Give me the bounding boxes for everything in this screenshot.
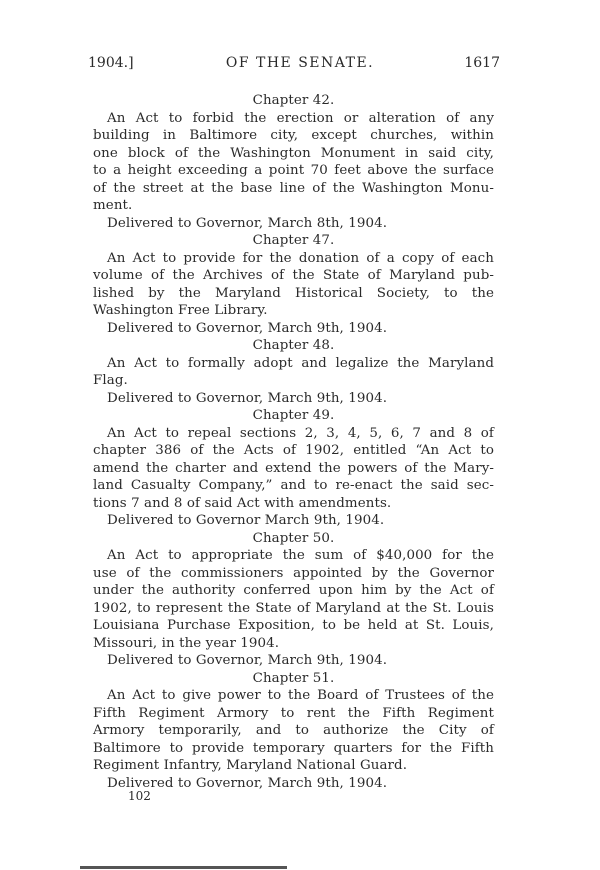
delivery-note: Delivered to Governor March 9th, 1904. bbox=[107, 513, 385, 528]
act-text-line: An Act to formally adopt and legalize the Maryland bbox=[107, 355, 494, 371]
act-text-line: An Act to repeal sections 2, 3, 4, 5, 6, 7 and 8 of bbox=[107, 425, 494, 441]
act-text-line: An Act to give power to the Board of Trustees of the bbox=[107, 688, 494, 703]
act-text-line: building in Baltimore city, except churches, within bbox=[93, 128, 494, 143]
chapter-heading: Chapter 47. bbox=[252, 233, 335, 248]
act-text-line: of the street at the base line of the Washington Monu- bbox=[93, 180, 494, 196]
act-text-line: lished by the Maryland Historical Society, to the bbox=[93, 285, 494, 301]
act-text-line: 1902, to represent the State of Maryland at the St. Louis bbox=[93, 600, 494, 616]
act-text-line: An Act to appropriate the sum of $40,000 for the bbox=[107, 548, 494, 563]
act-text-line: land Casualty Company,” and to re-enact the said sec- bbox=[93, 478, 494, 493]
chapter-heading: Chapter 50. bbox=[252, 530, 335, 546]
delivery-note: Delivered to Governor, March 9th, 1904. bbox=[107, 775, 388, 791]
chapter-heading: Chapter 49. bbox=[252, 408, 335, 423]
delivery-note: Delivered to Governor, March 9th, 1904. bbox=[107, 320, 388, 336]
page-number: 1617 bbox=[464, 55, 500, 71]
act-text-line: Fifth Regiment Armory to rent the Fifth Regiment bbox=[93, 705, 494, 721]
act-text-line: under the authority conferred upon him by the Act of bbox=[93, 583, 494, 598]
header-title: OF THE SENATE. bbox=[225, 55, 375, 71]
act-text-line: amend the charter and extend the powers of the Mary- bbox=[93, 460, 494, 476]
scan-edge-rule bbox=[80, 866, 287, 869]
act-text-line: Baltimore to provide temporary quarters for the Fifth bbox=[93, 740, 494, 756]
act-text-line: Armory temporarily, and to authorize the City of bbox=[93, 723, 494, 738]
delivery-note: Delivered to Governor, March 9th, 1904. bbox=[107, 390, 388, 406]
act-text-line: volume of the Archives of the State of Maryland pub- bbox=[93, 268, 494, 283]
act-text-line: one block of the Washington Monument in said city, bbox=[93, 145, 494, 161]
act-text-line: to a height exceeding a point 70 feet above the surface bbox=[93, 163, 494, 178]
chapter-heading: Chapter 48. bbox=[252, 338, 335, 353]
act-text-line: Flag. bbox=[93, 373, 128, 388]
act-text-line: Louisiana Purchase Exposition, to be held at St. Louis, bbox=[93, 618, 494, 633]
act-text-line: Missouri, in the year 1904. bbox=[93, 635, 280, 651]
chapter-heading: Chapter 51. bbox=[252, 670, 335, 686]
signature-mark: 102 bbox=[128, 789, 151, 803]
act-text-line: Regiment Infantry, Maryland National Guard. bbox=[93, 758, 408, 773]
act-text-line: chapter 386 of the Acts of 1902, entitled “An Act to bbox=[93, 443, 494, 458]
header-year: 1904.] bbox=[88, 55, 134, 71]
act-text-line: Washington Free Library. bbox=[93, 303, 268, 318]
act-text-line: An Act to provide for the donation of a copy of each bbox=[107, 250, 494, 266]
act-text-line: tions 7 and 8 of said Act with amendments. bbox=[93, 495, 392, 511]
act-text-line: An Act to forbid the erection or alteration of any bbox=[107, 110, 494, 126]
chapter-heading: Chapter 42. bbox=[252, 93, 335, 108]
delivery-note: Delivered to Governor, March 9th, 1904. bbox=[107, 653, 388, 668]
delivery-note: Delivered to Governor, March 8th, 1904. bbox=[107, 215, 388, 231]
act-text-line: ment. bbox=[93, 198, 133, 213]
act-text-line: use of the commissioners appointed by the Governor bbox=[93, 565, 494, 581]
